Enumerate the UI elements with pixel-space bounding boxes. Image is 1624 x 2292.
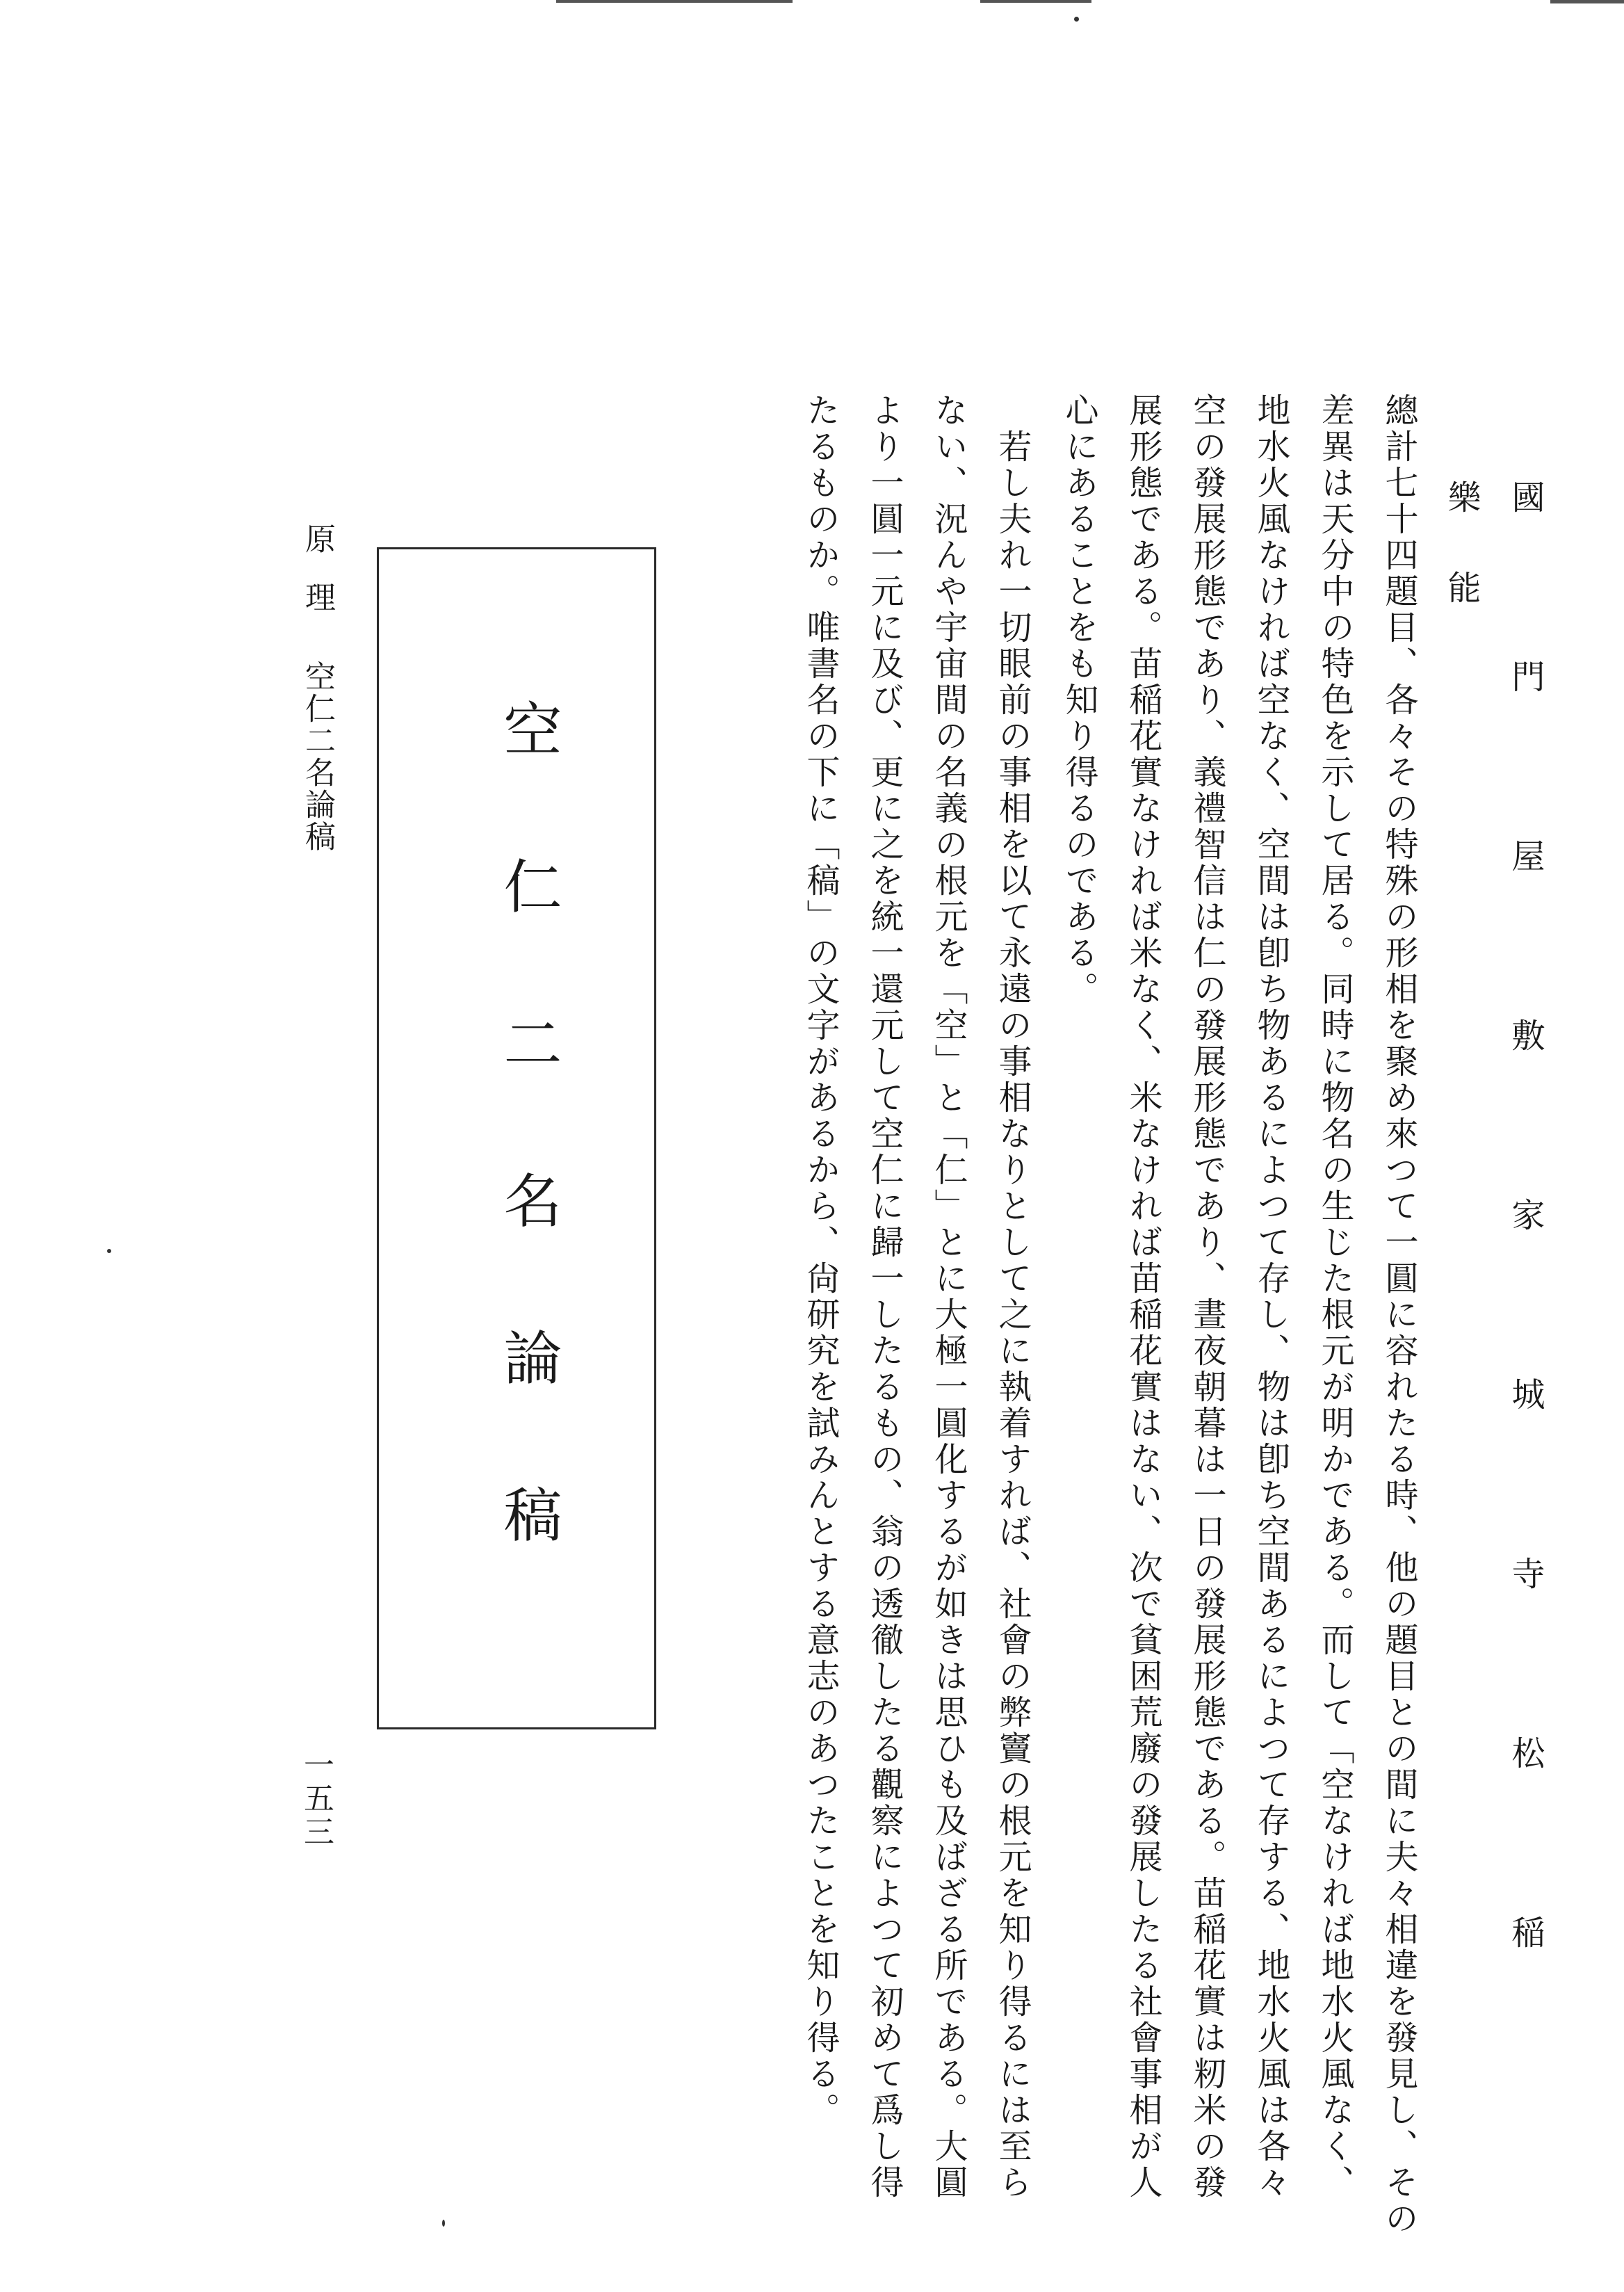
scan-mark — [1550, 0, 1624, 3]
body-line: 空の發展形態であり、義禮智信は仁の發展形態であり、晝夜朝暮は一日の發展形態である。苗稲花實は籾米の發 — [1187, 393, 1226, 2201]
body-line: 心にあることをも知り得るのである。 — [1059, 393, 1098, 1008]
page-title: 空仁二名論稿 — [494, 699, 562, 1642]
scan-speck — [1074, 17, 1079, 22]
scan-speck — [442, 2220, 445, 2227]
scan-speck — [107, 1249, 111, 1253]
scan-mark — [556, 0, 793, 3]
body-line: 展形態である。苗稲花實なければ米なく、米なければ苗稲花實はない、次で貧困荒廢の發展したる社會事相が人 — [1123, 393, 1162, 2201]
body-line: より一圓一元に及び、更に之を統一還元して空仁に歸一したるもの、翁の透徹したる觀察によつて初めて爲し得 — [865, 393, 904, 2201]
body-line: たるものか。唯書名の下に「稿」の文字があるから、尙研究を試みんとする意志のあつたことを知り得る。 — [801, 393, 840, 2129]
body-line: 地水火風なければ空なく、空間は卽ち物あるによつて存し、物は卽ち空間あるによつて存する、地水火風は各々 — [1251, 393, 1290, 2201]
section-label: 原理 — [300, 523, 335, 640]
page-number: 一五三 — [298, 1749, 334, 1849]
author-line-2: 樂能 — [1442, 480, 1481, 661]
body-line: 若し夫れ一切眼前の事相を以て永遠の事相なりとして之に執着すれば、社會の弊竇の根元を知り得るには至ら — [993, 393, 1032, 2201]
running-title: 空仁二名論稿 — [300, 661, 335, 853]
body-line: ない、況んや宇宙間の名義の根元を「空」と「仁」とに大極一圓化するが如きは思ひも及ばざる所である。大圓 — [929, 393, 968, 2201]
body-line: 差異は天分中の特色を示して居る。同時に物名の生じた根元が明かである。而して「空なければ地水火風なく、 — [1315, 393, 1354, 2201]
body-line: 總計七十四題目、各々その特殊の形相を聚め來つて一圓に容れたる時、他の題目との間に夫々相違を發見し、その — [1379, 393, 1418, 2237]
scan-mark — [980, 0, 1091, 3]
author-line: 國門屋敷家城寺松稲 — [1506, 480, 1545, 2095]
